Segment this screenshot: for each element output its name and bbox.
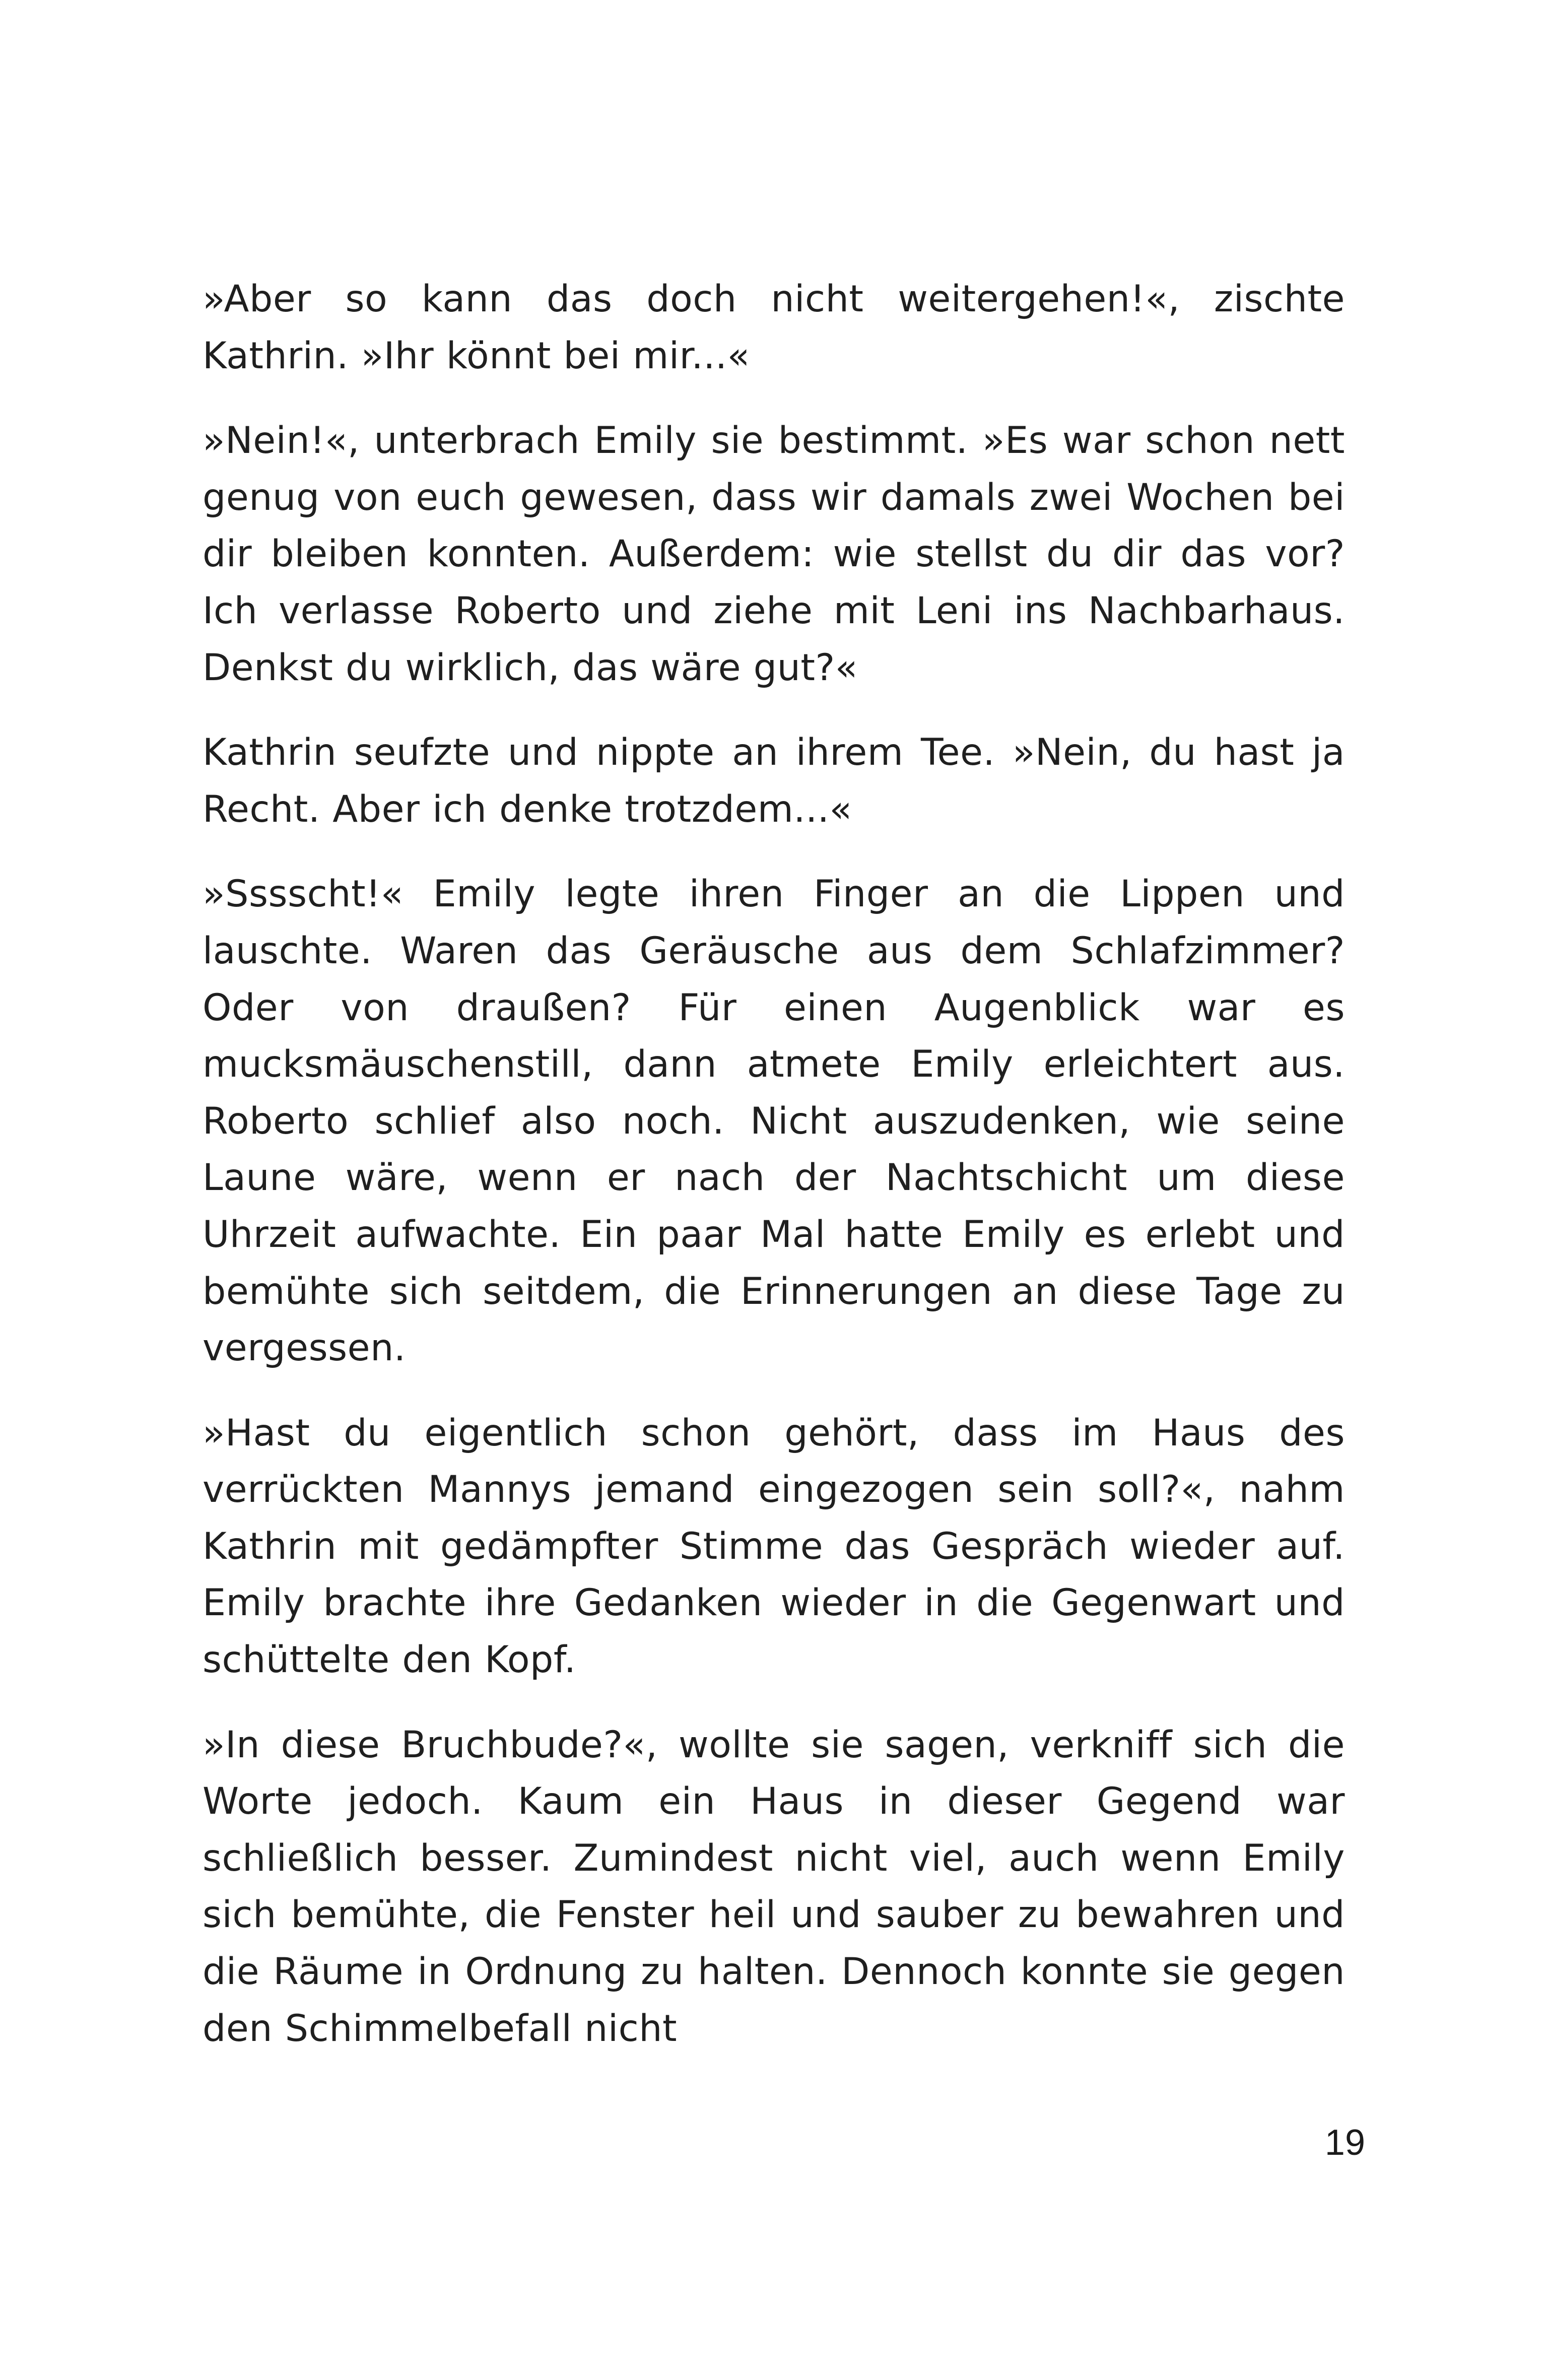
paragraph-3: Kathrin seufzte und nippte an ihrem Tee. »Nein, du hast ja Recht. Aber ich denke trotzdem...« [203,731,1345,831]
paragraph-6: »In diese Bruchbude?«, wollte sie sagen, verkniff sich die Worte jedoch. Kaum ein Haus in dieser Gegend war schließlich besser. Zumindest nicht viel, auch wenn Emily sich bemühte, die Fenster heil und sauber zu bewahren und die Räume in Ordnung zu halten. Dennoch konnte sie gegen den Schimmelbefall nicht [203,1723,1345,2050]
paragraph-5: »Hast du eigentlich schon gehört, dass im Haus des verrückten Mannys jemand eingezogen sein soll?«, nahm Kathrin mit gedämpfter Stimme das Gespräch wieder auf. Emily brachte ihre Gedanken wieder in die Gegenwart und schüttelte den Kopf. [203,1411,1345,1682]
paragraph-1: »Aber so kann das doch nicht weitergehen!«, zischte Kathrin. »Ihr könnt bei mir...« [203,278,1345,377]
paragraph-2: »Nein!«, unterbrach Emily sie bestimmt. »Es war schon nett genug von euch gewesen, dass wir damals zwei Wochen bei dir bleiben konnten. Außerdem: wie stellst du dir das vor? Ich verlasse Roberto und ziehe mit Leni ins Nachbarhaus. Denkst du wirklich, das wäre gut?« [203,419,1345,689]
page-number: 19 [1324,2123,1365,2163]
paragraph-4: »Sssscht!« Emily legte ihren Finger an die Lippen und lauschte. Waren das Geräusche aus dem Schlafzimmer? Oder von draußen? Für einen Augenblick war es mucksmäuschenstill, dann atmete Emily erleichtert aus. Roberto schlief also noch. Nicht auszudenken, wie seine Laune wäre, wenn er nach der Nachtschicht um diese Uhrzeit aufwachte. Ein paar Mal hatte Emily es erlebt und bemühte sich seitdem, die Erinnerungen an diese Tage zu vergessen. [203,873,1345,1370]
body-text [203,271,1345,2057]
